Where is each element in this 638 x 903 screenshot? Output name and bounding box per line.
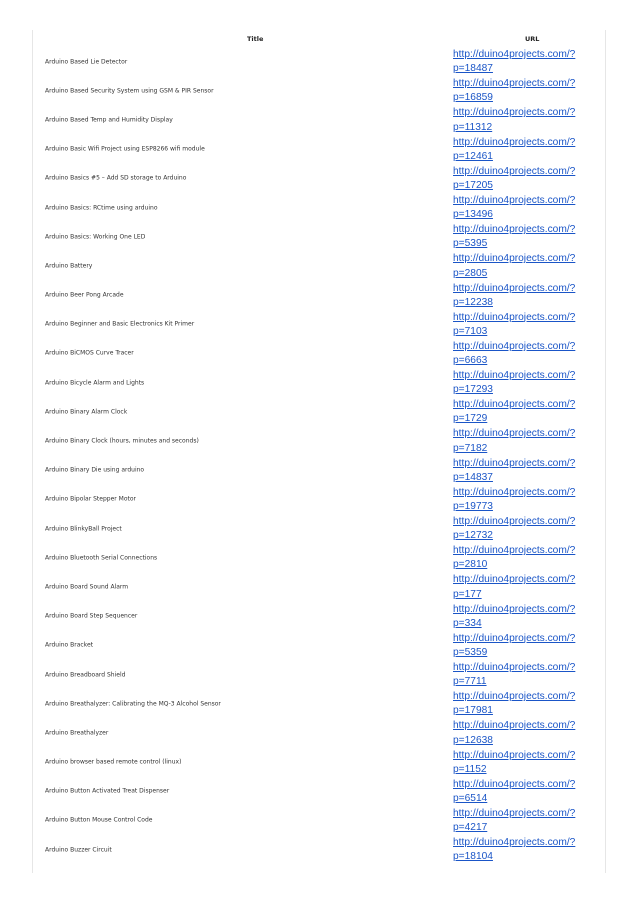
table-row: [33, 718, 605, 747]
row-url-link[interactable]: [453, 661, 598, 689]
row-title: Arduino Based Security System using GSM & PIR Sensor: [45, 87, 214, 95]
row-title: Arduino Beer Pong Arcade: [45, 291, 124, 299]
table-row: [33, 835, 605, 864]
row-title: Arduino Basics: Working One LED: [45, 233, 146, 241]
row-url-line1: http://duino4projects.com/?: [453, 253, 576, 265]
row-url-line1: http://duino4projects.com/?: [453, 486, 576, 498]
row-url-line2: p=5395: [453, 238, 488, 250]
row-title: Arduino Buzzer Circuit: [45, 846, 112, 854]
row-url-line2: p=19773: [453, 501, 493, 513]
row-url-line1: http://duino4projects.com/?: [453, 136, 576, 148]
row-url-link[interactable]: [453, 632, 598, 660]
row-url-link[interactable]: [453, 48, 598, 76]
row-url-line2: p=7182: [453, 442, 488, 454]
row-url-line2: p=13496: [453, 209, 493, 221]
row-title: Arduino Bluetooth Serial Connections: [45, 554, 158, 562]
table-row: [33, 514, 605, 543]
row-url-line1: http://duino4projects.com/?: [453, 340, 576, 352]
table-row: [33, 135, 605, 164]
row-url-link[interactable]: [453, 223, 598, 251]
row-url-line1: http://duino4projects.com/?: [453, 107, 576, 119]
row-url-link[interactable]: [453, 457, 598, 485]
table-row: [33, 164, 605, 193]
row-title: Arduino Button Mouse Control Code: [45, 816, 153, 824]
row-url-link[interactable]: [453, 340, 598, 368]
row-url-line2: p=177: [453, 588, 482, 600]
table-row: [33, 777, 605, 806]
row-title: Arduino Bicycle Alarm and Lights: [45, 379, 145, 387]
row-url-line1: http://duino4projects.com/?: [453, 778, 576, 790]
row-url-line1: http://duino4projects.com/?: [453, 720, 576, 732]
table-row: [33, 426, 605, 455]
row-url-line2: p=5359: [453, 646, 488, 658]
row-title: Arduino Battery: [45, 262, 93, 270]
row-url-line1: http://duino4projects.com/?: [453, 282, 576, 294]
row-url-line2: p=12461: [453, 150, 493, 162]
row-title: Arduino Breadboard Shield: [45, 671, 126, 679]
row-url-line2: p=1729: [453, 413, 488, 425]
header-url: URL: [525, 35, 540, 43]
row-title: Arduino Based Temp and Humidity Display: [45, 116, 173, 124]
row-title: Arduino browser based remote control (linux): [45, 758, 182, 766]
row-url-link[interactable]: [453, 690, 598, 718]
row-url-line1: http://duino4projects.com/?: [453, 661, 576, 673]
row-url-line2: p=12732: [453, 530, 493, 542]
row-title: Arduino Based Lie Detector: [45, 58, 128, 66]
row-url-line1: http://duino4projects.com/?: [453, 370, 576, 382]
table-row: [33, 689, 605, 718]
row-url-link[interactable]: [453, 165, 598, 193]
row-url-link[interactable]: [453, 836, 598, 864]
row-url-line2: p=18487: [453, 63, 493, 75]
row-url-link[interactable]: [453, 427, 598, 455]
table-row: [33, 806, 605, 835]
row-url-line2: p=14837: [453, 471, 493, 483]
table-row: [33, 222, 605, 251]
row-url-link[interactable]: [453, 106, 598, 134]
row-url-line2: p=2805: [453, 267, 488, 279]
row-url-line1: http://duino4projects.com/?: [453, 749, 576, 761]
row-url-line1: http://duino4projects.com/?: [453, 807, 576, 819]
row-url-line2: p=12238: [453, 296, 493, 308]
row-url-line1: http://duino4projects.com/?: [453, 632, 576, 644]
table-row: [33, 281, 605, 310]
row-url-line1: http://duino4projects.com/?: [453, 428, 576, 440]
table-row: [33, 339, 605, 368]
table-row: [33, 368, 605, 397]
table-row: [33, 660, 605, 689]
row-title: Arduino Basics: RCtime using arduino: [45, 204, 158, 212]
row-url-line1: http://duino4projects.com/?: [453, 78, 576, 90]
table-row: [33, 572, 605, 601]
row-url-line2: p=18104: [453, 851, 493, 863]
row-url-line2: p=12638: [453, 734, 493, 746]
row-url-link[interactable]: [453, 252, 598, 280]
row-url-line1: http://duino4projects.com/?: [453, 691, 576, 703]
row-url-line1: http://duino4projects.com/?: [453, 603, 576, 615]
table-row: [33, 310, 605, 339]
row-url-line1: http://duino4projects.com/?: [453, 457, 576, 469]
table-row: [33, 193, 605, 222]
row-title: Arduino Bracket: [45, 641, 93, 649]
row-url-link[interactable]: [453, 486, 598, 514]
row-url-link[interactable]: [453, 136, 598, 164]
row-url-line2: p=6663: [453, 355, 488, 367]
row-url-line2: p=7711: [453, 676, 487, 688]
row-url-link[interactable]: [453, 603, 598, 631]
table-row: [33, 748, 605, 777]
row-title: Arduino Board Sound Alarm: [45, 583, 129, 591]
row-url-line2: p=1152: [453, 763, 487, 775]
row-url-line1: http://duino4projects.com/?: [453, 837, 576, 849]
row-url-line1: http://duino4projects.com/?: [453, 224, 576, 236]
row-url-line1: http://duino4projects.com/?: [453, 399, 576, 411]
table-row: [33, 397, 605, 426]
row-title: Arduino BiCMOS Curve Tracer: [45, 349, 134, 357]
row-url-line2: p=17205: [453, 179, 493, 191]
row-url-link[interactable]: [453, 749, 598, 777]
row-url-line2: p=7103: [453, 325, 488, 337]
row-title: Arduino Bipolar Stepper Motor: [45, 495, 136, 503]
header-title: Title: [247, 35, 264, 43]
table-row: [33, 456, 605, 485]
row-url-link[interactable]: [453, 778, 598, 806]
row-url-link[interactable]: [453, 194, 598, 222]
row-url-link[interactable]: [453, 282, 598, 310]
row-title: Arduino Button Activated Treat Dispenser: [45, 787, 170, 795]
row-url-link[interactable]: [453, 573, 598, 601]
table-row: [33, 105, 605, 134]
row-title: Arduino Binary Die using arduino: [45, 466, 145, 474]
table-row: [33, 47, 605, 76]
row-url-line1: http://duino4projects.com/?: [453, 194, 576, 206]
row-title: Arduino Breathalyzer: [45, 729, 109, 737]
row-url-line2: p=17293: [453, 384, 493, 396]
row-url-line2: p=11312: [453, 121, 493, 133]
row-url-line1: http://duino4projects.com/?: [453, 516, 576, 527]
table-row: [33, 602, 605, 631]
row-url-line1: http://duino4projects.com/?: [453, 49, 576, 60]
row-url-line1: http://duino4projects.com/?: [453, 165, 576, 177]
table-row: [33, 543, 605, 572]
table-row: [33, 251, 605, 280]
row-url-line2: p=17981: [453, 705, 493, 717]
row-url-line1: http://duino4projects.com/?: [453, 574, 576, 586]
row-url-link[interactable]: [453, 77, 598, 105]
row-url-link[interactable]: [453, 369, 598, 397]
row-url-line2: p=16859: [453, 92, 493, 104]
row-title: Arduino Beginner and Basic Electronics Kit Primer: [45, 320, 195, 328]
row-url-link[interactable]: [453, 311, 598, 339]
row-url-link[interactable]: [453, 398, 598, 426]
row-title: Arduino Breathalyzer: Calibrating the MQ-3 Alcohol Sensor: [45, 700, 221, 708]
row-url-line1: http://duino4projects.com/?: [453, 545, 576, 557]
row-title: Arduino BlinkyBall Project: [45, 525, 122, 533]
row-url-link[interactable]: [453, 807, 598, 835]
row-url-line2: p=6514: [453, 792, 488, 804]
row-url-link[interactable]: [453, 719, 598, 747]
row-title: Arduino Basic Wifi Project using ESP8266 wifi module: [45, 145, 205, 153]
table-row: [33, 631, 605, 660]
row-url-link[interactable]: [453, 544, 598, 572]
table-row: [33, 76, 605, 105]
row-url-line1: http://duino4projects.com/?: [453, 311, 576, 323]
row-title: Arduino Binary Alarm Clock: [45, 408, 128, 416]
row-url-line2: p=334: [453, 617, 482, 629]
table-body: [33, 47, 605, 864]
row-title: Arduino Board Step Sequencer: [45, 612, 138, 620]
row-title: Arduino Basics #5 – Add SD storage to Arduino: [45, 174, 187, 182]
row-url-line2: p=4217: [453, 822, 488, 834]
table-row: [33, 485, 605, 514]
row-title: Arduino Binary Clock (hours, minutes and seconds): [45, 437, 199, 445]
row-url-line2: p=2810: [453, 559, 488, 571]
row-url-link[interactable]: [453, 515, 598, 543]
